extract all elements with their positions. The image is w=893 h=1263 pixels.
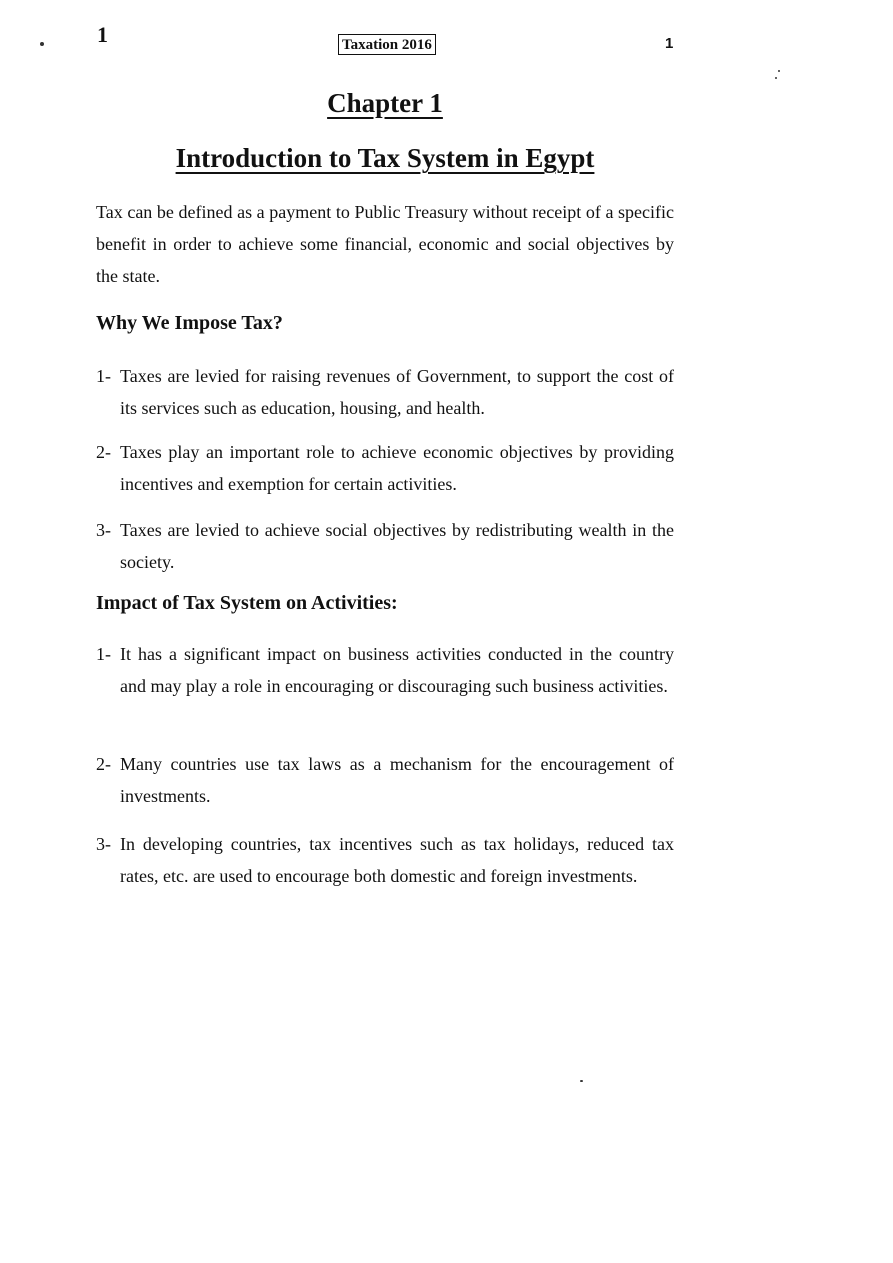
list-number: 3- bbox=[96, 834, 111, 854]
list-number: 1- bbox=[96, 366, 111, 386]
list-item bbox=[96, 638, 674, 702]
list-number: 2- bbox=[96, 754, 111, 774]
scan-speck bbox=[775, 77, 777, 79]
scan-speck bbox=[580, 1080, 583, 1082]
section-heading-why-impose-tax: Why We Impose Tax? bbox=[96, 312, 283, 334]
chapter-label: Chapter 1 bbox=[327, 88, 443, 118]
list-number: 3- bbox=[96, 520, 111, 540]
page-number-left: 1 bbox=[97, 22, 108, 47]
list-text: Many countries use tax laws as a mechanism for the encouragement of investments. bbox=[120, 754, 674, 806]
scan-speck bbox=[40, 42, 44, 46]
list-text: In developing countries, tax incentives such as tax holidays, reduced tax rates, etc. are used to encourage both domestic and foreign investments. bbox=[120, 834, 674, 886]
list-item bbox=[96, 748, 674, 812]
scan-speck bbox=[778, 70, 780, 72]
page-number-right: 1 bbox=[665, 35, 674, 52]
list-item bbox=[96, 360, 674, 424]
section-heading-impact: Impact of Tax System on Activities: bbox=[96, 592, 398, 614]
list-item bbox=[96, 828, 674, 892]
list-text: Taxes are levied for raising revenues of Government, to support the cost of its services such as education, housing, and health. bbox=[120, 366, 674, 418]
list-number: 1- bbox=[96, 644, 111, 664]
list-text: Taxes play an important role to achieve economic objectives by providing incentives and exemption for certain activities. bbox=[120, 442, 674, 494]
running-title: Taxation 2016 bbox=[338, 34, 436, 55]
list-text: It has a significant impact on business activities conducted in the country and may play a role in encouraging or discouraging such business activities. bbox=[120, 644, 674, 696]
list-item bbox=[96, 514, 674, 578]
list-item bbox=[96, 436, 674, 500]
chapter-title: Introduction to Tax System in Egypt bbox=[175, 143, 595, 173]
list-number: 2- bbox=[96, 442, 111, 462]
intro-paragraph: Tax can be defined as a payment to Public Treasury without receipt of a specific benefit in order to achieve some financial, economic and social objectives by the state. bbox=[96, 202, 674, 286]
list-text: Taxes are levied to achieve social objectives by redistributing wealth in the society. bbox=[120, 520, 674, 572]
